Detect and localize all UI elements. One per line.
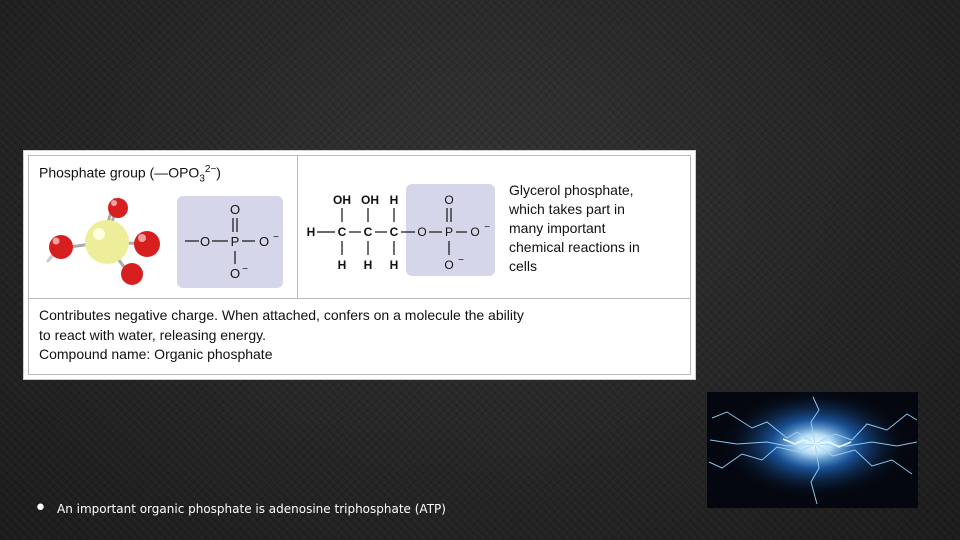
- svg-text:C: C: [389, 225, 399, 239]
- svg-text:OH: OH: [333, 193, 351, 207]
- oxygen-atom: [49, 235, 73, 259]
- lightning-icon: [707, 392, 918, 508]
- electric-energy-image: [707, 392, 918, 508]
- svg-text:−: −: [242, 264, 248, 275]
- svg-text:−: −: [273, 232, 279, 243]
- svg-text:O: O: [199, 234, 211, 249]
- svg-text:O: O: [229, 202, 241, 217]
- ball-and-stick-model: [39, 190, 169, 290]
- compound-name-line: Compound name: Organic phosphate: [39, 346, 273, 362]
- bullet-point: [34, 496, 446, 521]
- svg-text:H: H: [306, 225, 316, 239]
- properties-line: Contributes negative charge. When attached, confers on a molecule the ability: [39, 307, 524, 323]
- row-divider: [29, 298, 690, 299]
- phosphate-group-title: Phosphate group $(—OPO_3^{2-})$: [39, 164, 221, 185]
- oxygen-atom: [134, 231, 160, 257]
- svg-text:P: P: [444, 225, 454, 239]
- phosphate-figure: [23, 150, 696, 380]
- svg-text:H: H: [363, 258, 373, 272]
- phosphorus-atom: [85, 220, 129, 264]
- svg-text:C: C: [363, 225, 373, 239]
- description-line: many important: [509, 220, 606, 236]
- svg-text:O: O: [258, 234, 270, 249]
- svg-text:H: H: [337, 258, 347, 272]
- svg-text:P: P: [230, 234, 240, 249]
- bullet-icon: •: [34, 496, 47, 521]
- properties-line: to react with water, releasing energy.: [39, 326, 266, 343]
- description-line: cells: [509, 258, 538, 274]
- glycerol-phosphate-description: [509, 181, 689, 276]
- phosphate-structural-formula: [177, 196, 283, 288]
- svg-text:O: O: [470, 225, 480, 239]
- figure-table: [28, 155, 691, 375]
- description-line: Glycerol phosphate,: [509, 182, 634, 198]
- phosphate-properties-text: [39, 306, 679, 365]
- svg-text:−: −: [458, 255, 464, 266]
- svg-text:C: C: [337, 225, 347, 239]
- column-divider: [297, 156, 298, 298]
- svg-text:OH: OH: [361, 193, 379, 207]
- glycerol-phosphate-formula: [304, 180, 504, 280]
- svg-text:O: O: [417, 225, 427, 239]
- svg-text:O: O: [229, 266, 241, 281]
- svg-text:−: −: [484, 222, 490, 233]
- svg-text:H: H: [389, 258, 399, 272]
- svg-text:H: H: [389, 193, 399, 207]
- svg-text:O: O: [444, 193, 454, 207]
- description-line: which takes part in: [509, 201, 625, 217]
- oxygen-atom: [108, 198, 128, 218]
- oxygen-atom: [121, 263, 143, 285]
- svg-text:O: O: [444, 258, 454, 272]
- description-line: chemical reactions in: [509, 239, 640, 255]
- bullet-text: An important organic phosphate is adenosine triphosphate (ATP): [56, 502, 446, 516]
